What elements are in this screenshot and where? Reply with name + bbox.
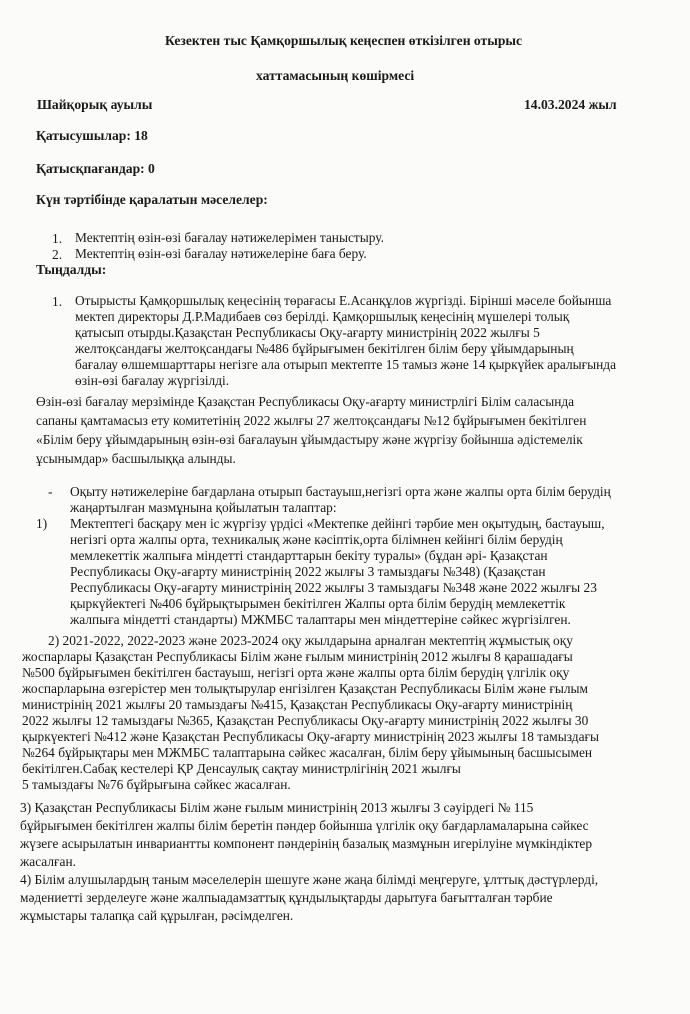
text-line: Республикасы Оқу-ағарту министрінің 2022 жылғы 3 тамыздағы №348) (Қазақстан [70,564,546,579]
text-line: Оқыту нәтижелеріне бағдарлана отырып бастауыш,негізгі орта және жалпы орта білім берудің [70,484,611,499]
absent-count: Қатысқпағандар: 0 [36,161,155,176]
agenda-item-1: Мектептің өзін-өзі бағалау нәтижелерімен таныстыру. [75,230,384,245]
text-line: өзін-өзі бағалау жүргізілді. [75,373,230,388]
text-line: 3) Қазақстан Республикасы Білім және ғылым министрінің 2013 жылғы 3 сәуірдегі № 115 [20,800,534,815]
village-name: Шайқорық ауылы [37,97,153,112]
text-line: министрінің 2021 жылғы 20 тамыздағы №415, Қазақстан Республикасы Оқу-ағарту министрінің [22,697,573,712]
title-line-1: Кезектен тыс Қамқоршылық кеңеспен өткізілген отырыс [165,33,523,48]
text-line: 2) 2021-2022, 2022-2023 және 2023-2024 оқу жылдарына арналған мектептің жұмыстық оқу [48,633,573,648]
text-line: №500 бұйрығымен бекітілген бастауыш, негізгі орта және жалпы орта білім берудің үлгілік оқу [22,665,570,680]
participants-count: Қатысушылар: 18 [36,128,148,143]
text-line: 5 тамыздағы №76 бұйрығына сәйкес жасалған. [22,777,291,792]
agenda-item-2: Мектептің өзін-өзі бағалау нәтижелеріне баға беру. [75,246,367,261]
heard-item-number: 1. [52,294,63,309]
text-line: Өзін-өзі бағалау мерзімінде Қазақстан Республикасы Оқу-ағарту министрлігі Білім саласында [36,394,575,409]
text-line: жұмыстары талапқа сай құрылған, рәсімделген. [20,908,294,923]
agenda-heading: Күн тәртібінде қаралатын мәселелер: [36,192,268,207]
text-line: «Білім беру ұйымдарының өзін-өзі бағалауын ұйымдастыру және жүргізу бойынша әдістемелік [36,432,583,447]
title-line-2: хаттамасының көшірмесі [256,68,415,83]
text-line: Мектептегі басқару мен іс жүргізу үрдісі «Мектепке дейінгі тәрбие мен оқытудың, бастауыш, [70,516,605,531]
text-line: негізгі орта жалпы орта, техникалық және кәсіптік,орта білімнен кейінгі білім берудің [70,532,563,547]
text-line: желтоқсандағы желтоқсандағы №486 бұйрығымен бекітілген білім беру ұйымдарының [75,341,574,356]
text-line: жоспарларына өзгерістер мен толықтырулар енгізілген Қазақстан Республикасы Білім және ғылым [22,681,588,696]
text-line: бағалау өлшемшарттары негізге ала отырып мектепте 15 тамыз және 14 қыркүйек аралығында [75,357,617,372]
text-line: ұсынымдар» басшылыққа алынды. [36,451,236,466]
agenda-number-1: 1. [52,231,63,246]
heard-heading: Тыңдалды: [36,262,107,277]
text-line: мектеп директоры Д.Р.Мадибаев сөз берілді. Қамқоршылық кеңесінің мүшелері толық [75,309,570,324]
dash-marker: - [48,484,53,499]
text-line: жүзеге асырылатын инвариантты компонент пәндерінің базалық мазмұнын игерілуіне мүмкіндіктер [20,836,593,851]
text-line: Республикасы Оқу-ағарту министрінің 2022 жылғы 3 тамыздағы №348 және 2022 жылғы 23 [70,580,597,595]
text-line: қыркүйектегі №406 бұйрықтырымен бекітілген Жалпы орта білім берудің мемлекеттік [70,596,566,611]
text-line: бұйрығымен бекітілген жалпы білім беретін пәндер бойынша үлгілік оқу бағдарламаларына сәйкес [20,818,589,833]
text-line: жасалған. [20,854,76,869]
meeting-date: 14.03.2024 жыл [524,97,617,112]
text-line: мәдениетті зерделеуге және жалпыадамзаттық құндылықтарды дарытуға бағытталған тәрбие [20,890,553,905]
text-line: бекітілген.Сабақ кестелері ҚР Денсаулық сақтау министрлігінің 2021 жылғы [22,761,461,776]
text-line: қатысып отырды.Қазақстан Республикасы Оқу-ағарту министрінің 2022 жылғы 5 [75,325,540,340]
requirement-number: 1) [36,516,48,531]
text-line: қыркүектегі №412 және Қазақстан Республикасы Оқу-ағарту министрінің 2023 жылғы 18 тамыздағы [22,729,600,744]
text-line: жоспарлары Қазақстан Республикасы Білім және ғылым министрінің 2012 жылғы 8 қарашадағы [22,649,573,664]
agenda-number-2: 2. [52,247,63,262]
text-line: жаңартылған мазмұнына қойылатын талаптар: [70,500,337,515]
text-line: мемлекеттік жалпыға міндетті стандарттарын бекіту туралы» (бұдан әрі- Қазақстан [70,548,548,563]
text-line: сапаны қамтамасыз ету комитетінің 2022 жылғы 27 желтоқсандағы №12 бұйрығымен бекітілген [36,413,587,428]
text-line: 4) Білім алушылардың таным мәселелерін шешуге және жаңа білімді меңгеруге, ұлттық дәстүрлерді, [20,872,599,887]
text-line: №264 бұйрықтары мен МЖМБС талаптарына сәйкес жасалған, білім беру ұйымының басшысымен [22,745,593,760]
text-line: Отырысты Қамқоршылық кеңесінің төрағасы Е.Асанқұлов жүргізді. Бірінші мәселе бойынша [75,293,612,308]
text-line: жалпыға міндетті стандарты) МЖМБС талаптары мен міндеттеріне сәйкес жүргізілген. [70,612,571,627]
text-line: 2022 жылғы 12 тамыздағы №365, Қазақстан Республикасы Оқу-ағарту министрінің 2022 жылғы 30 [22,713,589,728]
